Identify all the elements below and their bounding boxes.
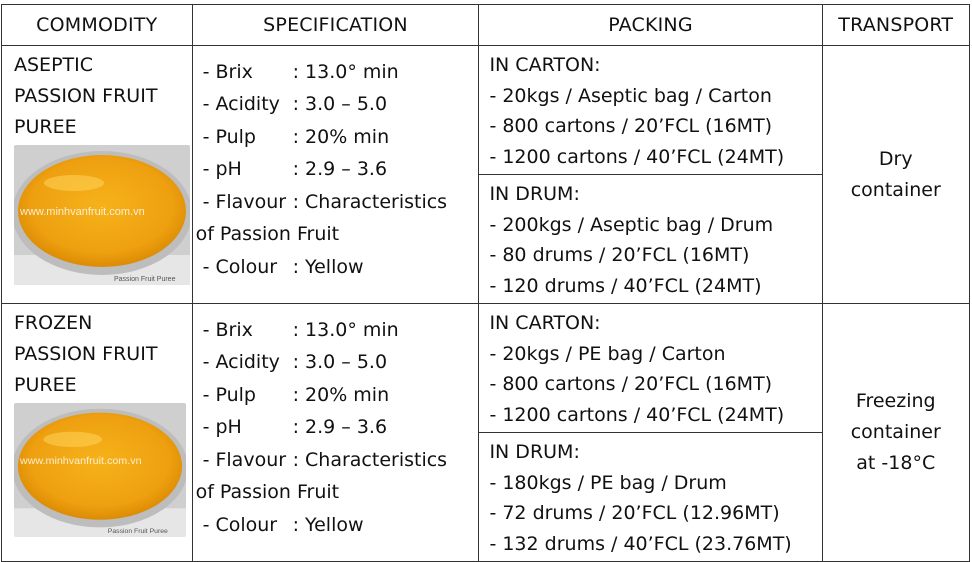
spec-flavour: - Flavour : Characteristics: [202, 190, 448, 213]
packing-line: - 800 cartons / 20’FCL (16MT): [489, 115, 773, 137]
commodity-name-line: PUREE: [14, 116, 77, 138]
commodity-name-line: FROZEN: [14, 312, 93, 334]
packing-drum: [479, 432, 821, 561]
packing-line: - 20kgs / PE bag / Carton: [489, 342, 726, 365]
header-commodity: COMMODITY: [2, 5, 193, 46]
packing-line: - 132 drums / 40’FCL (23.76MT): [489, 532, 792, 555]
spec-flavour: - Flavour : Characteristics: [202, 448, 448, 471]
commodity-name-line: PASSION FRUIT: [14, 343, 158, 365]
spec-acidity: - Acidity : 3.0 – 5.0: [202, 93, 388, 116]
packing-line: - 120 drums / 40’FCL (24MT): [489, 274, 762, 297]
packing-line: - 1200 cartons / 40’FCL (24MT): [489, 403, 785, 426]
spec-ph: - pH : 2.9 – 3.6: [202, 158, 388, 181]
packing-title: IN CARTON:: [489, 54, 601, 76]
transport-line: container: [850, 421, 941, 443]
spec-colour: - Colour : Yellow: [202, 255, 364, 278]
transport-line: at -18°C: [856, 452, 936, 474]
puree-photo: [14, 145, 190, 285]
spec-brix: - Brix : 13.0° min: [202, 318, 399, 341]
transport-cell: [822, 46, 969, 304]
packing-title: IN DRUM:: [489, 441, 580, 463]
commodity-name-line: PUREE: [14, 374, 77, 396]
packing-line: - 72 drums / 20’FCL (12.96MT): [489, 502, 780, 524]
header-row: [2, 5, 970, 46]
spec-acidity: - Acidity : 3.0 – 5.0: [202, 351, 388, 374]
puree-photo: [14, 403, 186, 537]
packing-line: - 200kgs / Aseptic bag / Drum: [489, 213, 774, 236]
product-spec-table: [1, 4, 970, 562]
photo-watermark: www.minhvanfruit.com.vn: [20, 206, 145, 218]
specification-cell: [192, 304, 479, 562]
packing-line: - 800 cartons / 20’FCL (16MT): [489, 373, 773, 395]
packing-carton: [479, 46, 821, 174]
packing-line: - 180kgs / PE bag / Drum: [489, 471, 727, 494]
spec-flavour-cont: of Passion Fruit: [195, 481, 340, 504]
spec-pulp: - Pulp : 20% min: [202, 125, 390, 148]
transport-line: container: [850, 178, 941, 201]
spec-flavour-cont: of Passion Fruit: [195, 223, 340, 246]
photo-watermark: www.minhvanfruit.com.vn: [19, 455, 142, 468]
header-transport: TRANSPORT: [822, 5, 969, 46]
photo-caption: Passion Fruit Puree: [107, 528, 168, 536]
packing-title: IN CARTON:: [489, 312, 601, 334]
packing-line: - 20kgs / Aseptic bag / Carton: [489, 84, 772, 107]
commodity-name-line: PASSION FRUIT: [14, 85, 158, 107]
commodity-cell: [2, 304, 193, 562]
spec-brix: - Brix : 13.0° min: [202, 60, 399, 83]
table-row: [2, 304, 970, 562]
packing-carton: [479, 304, 821, 432]
spec-pulp: - Pulp : 20% min: [202, 383, 390, 406]
photo-caption: Passion Fruit Puree: [114, 276, 176, 283]
packing-cell: [479, 304, 822, 562]
spec-ph: - pH : 2.9 – 3.6: [202, 416, 388, 439]
packing-cell: [479, 46, 822, 304]
commodity-name-line: ASEPTIC: [14, 54, 93, 76]
commodity-cell: [2, 46, 193, 304]
header-packing: PACKING: [479, 5, 822, 46]
transport-line: Dry: [878, 147, 913, 170]
spec-colour: - Colour : Yellow: [202, 513, 364, 536]
packing-line: - 1200 cartons / 40’FCL (24MT): [489, 145, 785, 168]
transport-cell: [822, 304, 969, 562]
table-row: [2, 46, 970, 304]
packing-line: - 80 drums / 20’FCL (16MT): [489, 244, 750, 266]
transport-line: Freezing: [855, 390, 936, 412]
packing-drum: [479, 174, 821, 303]
packing-title: IN DRUM:: [489, 183, 580, 205]
header-specification: SPECIFICATION: [192, 5, 479, 46]
specification-cell: [192, 46, 479, 304]
